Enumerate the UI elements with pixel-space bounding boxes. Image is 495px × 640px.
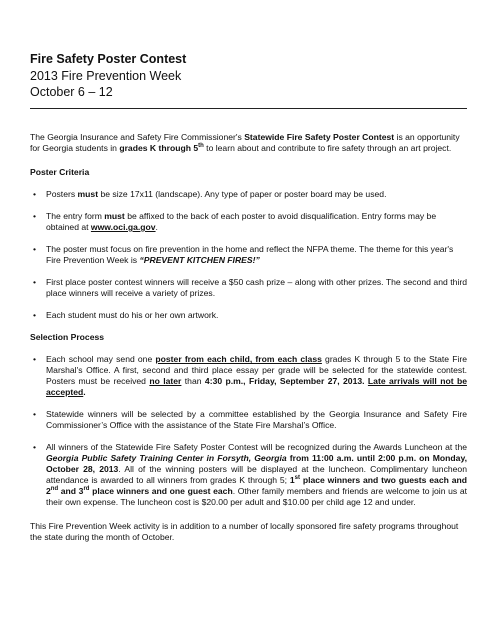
criteria-text: be affixed to the back of each poster to avoid disqualification. Entry forms may be obtained at: [46, 211, 437, 232]
criteria-text: .: [155, 222, 158, 232]
grades-sup: th: [198, 143, 204, 150]
page-title: Fire Safety Poster Contest: [30, 52, 187, 66]
divider: [30, 108, 467, 109]
selection-text: .: [83, 387, 86, 397]
selection-text: All winners of the Statewide Fire Safety Poster Contest will be recognized during the Awards Luncheon at the: [46, 442, 467, 452]
bullet-icon: •: [33, 442, 37, 452]
selection-text: . All of the winning posters will be displayed at the luncheon. Complimentary luncheon attendance is awarded to all winners from grades K through 5;: [46, 464, 467, 485]
criteria-text: The entry form: [46, 211, 105, 221]
winners-sup: st: [294, 475, 300, 482]
list-item: [30, 211, 467, 233]
winners-part: place winners and two guests each and 2: [46, 475, 467, 496]
grades-label: [119, 143, 203, 153]
intro-text-3: to learn about and contribute to fire safety through an art project.: [203, 143, 452, 153]
selection-text: Each school may send one: [46, 354, 156, 364]
list-item: [30, 189, 467, 200]
theme-text: “PREVENT KITCHEN FIRES!”: [139, 255, 260, 265]
bullet-icon: •: [33, 189, 37, 199]
criteria-emphasis: must: [104, 211, 125, 221]
bullet-icon: •: [33, 244, 37, 254]
criteria-list: [30, 189, 467, 321]
selection-text: grades K through 5 to the State Fire Marshal's Office. A first, second and third place essay per grade will be selected for the statewide contest. Posters must be received: [46, 354, 468, 386]
bullet-icon: •: [33, 211, 37, 221]
selection-heading: Selection Process: [30, 332, 105, 342]
bullet-icon: •: [33, 409, 37, 419]
intro-paragraph: [30, 132, 467, 154]
time-text: from 11:00 a.m. until 2:00 p.m. on Monday, October 28, 2013: [46, 453, 467, 474]
intro-text-2: is an opportunity for Georgia students in: [30, 132, 460, 153]
winners-part: and 3: [58, 486, 84, 496]
list-item: [30, 310, 467, 321]
deadline-text: 4:30 p.m., Friday, September 27, 2013.: [204, 376, 365, 386]
grades-text: grades K through 5: [119, 143, 199, 153]
late-arrivals-text: Late arrivals will not be accepted: [46, 376, 467, 397]
selection-text: Statewide winners will be selected by a committee established by the Georgia Insurance and Safety Fire Commissioner’s Office with the assistance of the State Fire Marshal’s Office.: [46, 409, 467, 430]
criteria-text: Each student must do his or her own artwork.: [46, 310, 219, 320]
intro-text-1: The Georgia Insurance and Safety Fire Commissioner's: [30, 132, 245, 142]
winners-part: 1: [289, 475, 295, 485]
document-body: [30, 132, 467, 543]
selection-emphasis: poster from each child, from each class: [155, 354, 322, 364]
list-item: [30, 244, 467, 266]
event-dates: October 6 – 12: [30, 85, 113, 99]
oci-website-link[interactable]: www.oci.ga.gov: [90, 222, 156, 232]
bullet-icon: •: [33, 354, 37, 364]
criteria-emphasis: must: [77, 189, 99, 199]
criteria-heading: Poster Criteria: [30, 167, 90, 177]
list-item: [30, 354, 467, 398]
winners-sup: nd: [50, 486, 59, 493]
bullet-icon: •: [33, 310, 37, 320]
list-item: [30, 277, 467, 299]
selection-list: [30, 354, 467, 508]
winners-sup: rd: [83, 486, 90, 493]
closing-paragraph: This Fire Prevention Week activity is in addition to a number of locally sponsored fire safety programs throughout the state during the month of October.: [30, 521, 459, 542]
list-item: [30, 409, 467, 431]
selection-text: . Other family members and friends are welcome to join us at their own expense. The luncheon cost is $20.00 per adult and $10.00 per child age 12 and under.: [46, 486, 467, 507]
selection-text: than: [181, 376, 205, 386]
bullet-icon: •: [33, 277, 37, 287]
criteria-text: First place poster contest winners will receive a $50 cash prize – along with other prizes. The second and third place winners will receive a variety of prizes.: [46, 277, 467, 298]
no-later-text: no later: [149, 376, 182, 386]
contest-name: Statewide Fire Safety Poster Contest: [244, 132, 395, 142]
criteria-text: Posters: [46, 189, 78, 199]
winners-part: place winners and one guest each: [89, 486, 233, 496]
venue-text: Georgia Public Safety Training Center in Forsyth, Georgia: [46, 453, 287, 463]
criteria-text: be size 17x11 (landscape). Any type of paper or poster board may be used.: [98, 189, 387, 199]
list-item: [30, 442, 467, 508]
criteria-text: The poster must focus on fire prevention in the home and reflect the NFPA theme. The theme for this year's Fire Prevention Week is: [46, 244, 454, 265]
event-name: 2013 Fire Prevention Week: [30, 69, 182, 83]
